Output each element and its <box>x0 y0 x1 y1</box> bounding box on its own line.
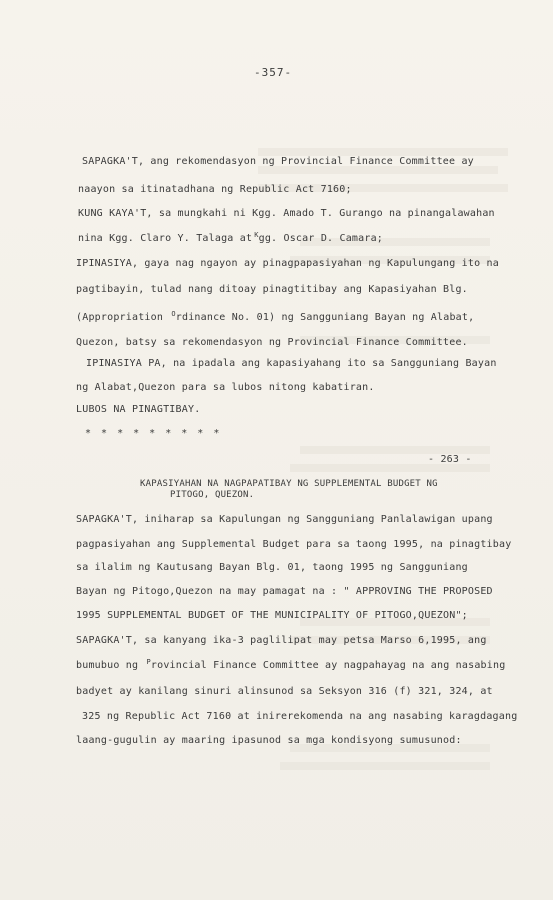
text-segment: nina Kgg. Claro Y. Talaga at <box>78 233 253 244</box>
superscript-letter: O <box>171 310 176 318</box>
text-line: SAPAGKA'T, iniharap sa Kapulungan ng Sangguniang Panlalawigan upang <box>76 514 493 525</box>
text-line: sa ilalim ng Kautusang Bayan Blg. 01, taong 1995 ng Sangguniang <box>76 562 468 573</box>
text-line <box>76 312 474 324</box>
page-number: -357- <box>254 66 293 79</box>
superscript-letter: P <box>146 658 151 666</box>
text-line: 1995 SUPPLEMENTAL BUDGET OF THE MUNICIPALITY OF PITOGO,QUEZON"; <box>76 610 468 621</box>
text-line: SAPAGKA'T, sa kanyang ika-3 paglilipat may petsa Marso 6,1995, ang <box>76 635 487 646</box>
text-segment: rovincial Finance Committee ay nagpahayag na ang nasabing <box>150 660 506 671</box>
text-line: LUBOS NA PINAGTIBAY. <box>76 404 201 415</box>
text-line: pagpasiyahan ang Supplemental Budget para sa taong 1995, na pinagtibay <box>76 539 512 550</box>
text-line: Bayan ng Pitogo,Quezon na may pamagat na : " APPROVING THE PROPOSED <box>76 586 493 597</box>
text-segment: gg. Oscar D. Camara; <box>258 233 384 244</box>
resolution-number: - 263 - <box>428 454 472 465</box>
text-line: badyet ay kanilang sinuri alinsunod sa Seksyon 316 (f) 321, 324, at <box>76 686 493 697</box>
resolution-heading: KAPASIYAHAN NA NAGPAPATIBAY NG SUPPLEMENTAL BUDGET NG <box>140 479 438 489</box>
text-line: 325 ng Republic Act 7160 at inirerekomenda na ang nasabing karagdagang <box>82 711 518 722</box>
superscript-letter: K <box>254 231 259 239</box>
separator-asterisks: * * * * * * * * * <box>85 428 222 439</box>
text-line: Quezon, batsy sa rekomendasyon ng Provincial Finance Committee. <box>76 337 468 348</box>
text-line: IPINASIYA PA, na ipadala ang kapasiyahang ito sa Sangguniang Bayan <box>86 358 497 369</box>
text-line: IPINASIYA, gaya nag ngayon ay pinagpapasiyahan ng Kapulungang ito na <box>76 258 499 269</box>
text-line: naayon sa itinatadhana ng Republic Act 7160; <box>78 184 352 195</box>
text-segment: (Appropriation <box>76 312 164 323</box>
text-segment: rdinance No. 01) ng Sangguniang Bayan ng Alabat, <box>175 312 475 323</box>
text-line <box>76 660 505 672</box>
text-line <box>78 233 383 245</box>
text-line: SAPAGKA'T, ang rekomendasyon ng Provincial Finance Committee ay <box>82 156 474 167</box>
resolution-heading: PITOGO, QUEZON. <box>170 490 255 500</box>
text-segment: bumubuo ng <box>76 660 139 671</box>
text-line: ng Alabat,Quezon para sa lubos nitong kabatiran. <box>76 382 375 393</box>
text-line: laang-gugulin ay maaring ipasunod sa mga kondisyong sumusunod: <box>76 735 462 746</box>
text-line: KUNG KAYA'T, sa mungkahi ni Kgg. Amado T. Gurango na pinangalawahan <box>78 208 495 219</box>
text-line: pagtibayin, tulad nang ditoay pinagtitibay ang Kapasiyahan Blg. <box>76 284 468 295</box>
